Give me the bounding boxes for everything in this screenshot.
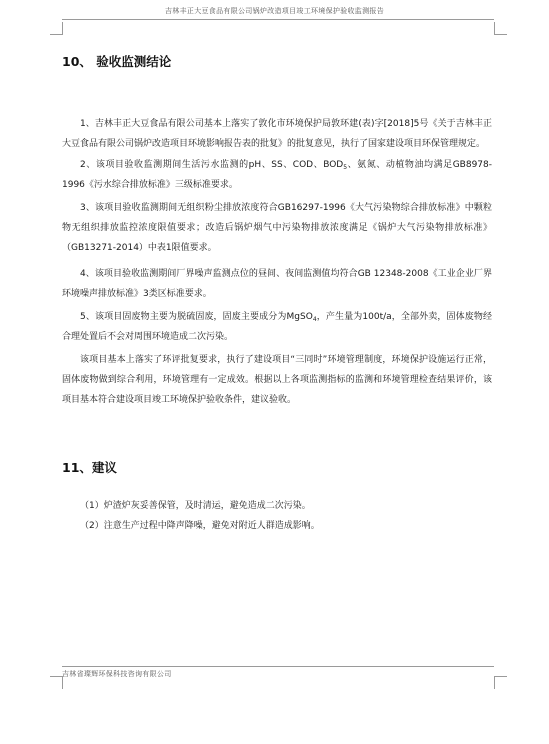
conclusion-summary-paragraph: 该项目基本上落实了环评批复要求，执行了建设项目“三同时”环境管理制度，环境保护设施运行正常，固体废物做到综合利用，环境管理有一定成效。根据以上各项监测指标的监测和环境管理检查结果评价，该项目基本符合建设项目竣工环境保护验收条件，建议验收。 <box>62 355 492 405</box>
paragraph-5-text-a: 5、该项目固废物主要为脱硫固废，固废主要成分为MgSO <box>80 312 313 322</box>
conclusion-paragraph-4: 4、该项目验收监测期间厂界噪声监测点位的昼间、夜间监测值均符合GB 12348-2008《工业企业厂界环境噪声排放标准》3类区标准要求。 <box>62 269 492 299</box>
suggestion-item-1: （1）炉渣炉灰妥善保管，及时清运，避免造成二次污染。 <box>80 501 311 511</box>
paragraph-2-text-a: 2、该项目验收监测期间生活污水监测的pH、SS、COD、BOD <box>80 160 344 170</box>
bod-subscript: 5 <box>343 164 348 171</box>
paragraph-5-text-b: ，产生量为100t/a，全部外卖，固体废物经合理处置后不会对周围环境造成二次污染。 <box>62 312 492 342</box>
conclusion-paragraph-5 <box>62 307 492 347</box>
page-header: 吉林丰正大豆食品有限公司锅炉改造项目竣工环境保护验收监测报告 <box>165 7 384 15</box>
mgso-subscript: 4 <box>312 316 317 323</box>
conclusion-paragraph-3: 3、该项目验收监测期间无组织粉尘排放浓度符合GB16297-1996《大气污染物综合排放标准》中颗粒物无组织排放监控浓度限值要求；改造后锅炉烟气中污染物排放浓度满足《锅炉大气污染物排放标准》（GB13271-2014）中表1限值要求。 <box>62 203 492 253</box>
header-rule <box>62 19 494 20</box>
section-heading-11: 11、建议 <box>62 460 117 475</box>
paragraph-2-text-b: 、氨氮、动植物油均满足GB8978-1996《污水综合排放标准》三级标准要求。 <box>62 160 492 190</box>
corner-mark-bottom-right <box>494 676 507 689</box>
page-footer: 吉林省璨辉环保科技咨询有限公司 <box>62 670 172 678</box>
corner-mark-top-left <box>50 22 63 35</box>
section-heading-10: 10、 验收监测结论 <box>62 54 172 69</box>
suggestion-item-2: （2）注意生产过程中降声降噪，避免对附近人群造成影响。 <box>80 521 320 531</box>
conclusion-paragraph-1: 1、吉林丰正大豆食品有限公司基本上落实了敦化市环境保护局敦环建(表)字[2018]5号《关于吉林丰正大豆食品有限公司锅炉改造项目环境影响报告表的批复》的批复意见，执行了国家建设项目环保管理规定。 <box>62 119 492 149</box>
footer-rule <box>62 666 494 667</box>
corner-mark-top-right <box>494 22 507 35</box>
conclusion-paragraph-2 <box>62 155 492 195</box>
